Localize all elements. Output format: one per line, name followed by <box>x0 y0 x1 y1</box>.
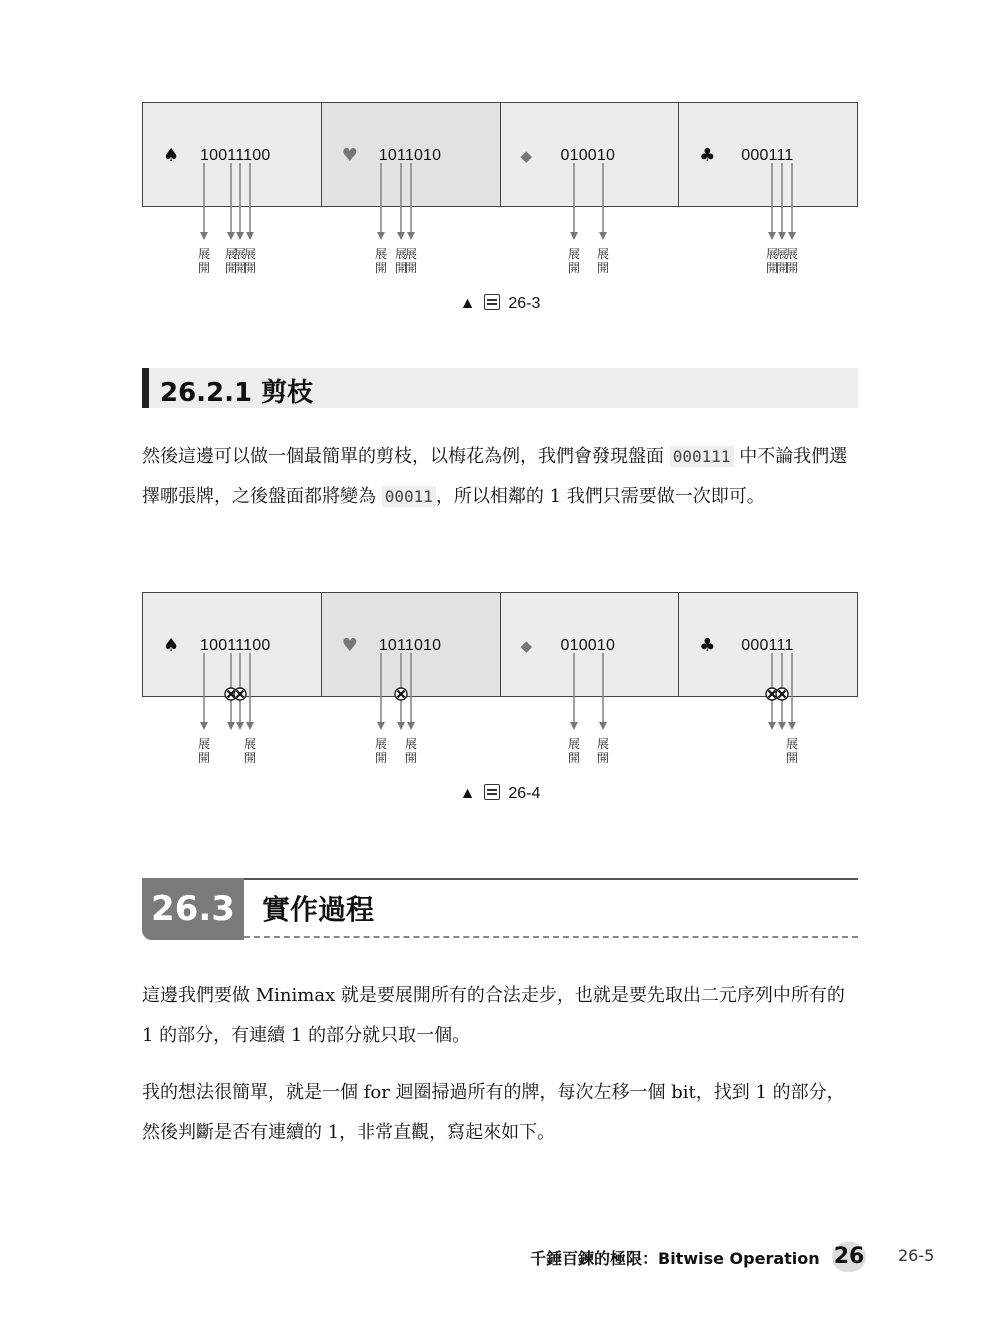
expand-label-top: 展 <box>198 737 211 751</box>
spade-cell <box>142 592 322 697</box>
expand-label-bottom: 開 <box>405 751 418 765</box>
expand-label-top: 展 <box>597 737 610 751</box>
heart-icon: ♥ <box>341 635 358 656</box>
inline-code: 00011 <box>382 486 436 507</box>
page-number: 26-5 <box>898 1246 935 1265</box>
expand-label <box>198 247 210 275</box>
arrow-head <box>570 722 578 730</box>
expand-label-bottom: 開 <box>597 261 610 275</box>
expand-label-bottom: 開 <box>776 261 789 275</box>
expand-label-top: 展 <box>198 247 211 261</box>
expand-label-top: 展 <box>568 247 581 261</box>
chapter-badge: 26 <box>832 1242 866 1272</box>
arrow-head <box>570 232 578 240</box>
spade-icon: ♠ <box>163 145 180 166</box>
expand-label-bottom: 開 <box>198 261 211 275</box>
arrow-head <box>227 722 235 730</box>
para-text: ，所以相鄰的 1 我們只需要做一次即可。 <box>435 486 765 507</box>
arrow-head <box>397 722 405 730</box>
club-cell <box>679 592 858 697</box>
expand-label <box>597 737 609 765</box>
spade-icon: ♠ <box>163 635 180 656</box>
figure-caption-26-3 <box>0 294 1000 313</box>
expand-label-bottom: 開 <box>786 261 799 275</box>
expand-label-top: 展 <box>375 737 388 751</box>
expand-label-bottom: 開 <box>597 751 610 765</box>
arrow-head <box>407 722 415 730</box>
inline-code: 000111 <box>670 446 734 467</box>
figure-icon <box>484 784 500 800</box>
expand-label-top: 展 <box>776 247 789 261</box>
expand-label <box>375 737 387 765</box>
expand-label-bottom: 開 <box>198 751 211 765</box>
spade-bits: 10011100 <box>200 637 271 654</box>
figure-26-3 <box>142 102 858 207</box>
expand-label <box>405 737 417 765</box>
club-cell <box>679 102 858 207</box>
paragraph-pruning <box>142 437 858 517</box>
expand-label <box>244 737 256 765</box>
diamond-bits: 010010 <box>560 637 616 654</box>
expand-label-top: 展 <box>568 737 581 751</box>
spade-cell <box>142 102 322 207</box>
expand-label-top: 展 <box>225 247 238 261</box>
expand-label-top: 展 <box>375 247 388 261</box>
section-heading <box>142 368 858 408</box>
dashed-divider <box>244 936 858 938</box>
expand-label <box>405 247 417 275</box>
heart-bits: 1011010 <box>378 637 442 654</box>
arrow-head <box>246 722 254 730</box>
arrow-head <box>778 232 786 240</box>
club-icon: ♣ <box>699 145 716 166</box>
section-title: 26.2.1 剪枝 <box>160 378 314 408</box>
chapter-number: 26.3 <box>142 878 244 940</box>
arrow-head <box>788 232 796 240</box>
figure-26-4 <box>142 592 858 697</box>
expand-label-top: 展 <box>395 247 408 261</box>
diamond-cell <box>501 592 680 697</box>
heading-bar <box>142 368 149 408</box>
arrow-head <box>227 232 235 240</box>
spade-bits: 10011100 <box>200 147 271 164</box>
expand-label-bottom: 開 <box>766 261 779 275</box>
expand-label-bottom: 開 <box>244 261 257 275</box>
divider <box>244 878 858 880</box>
expand-label-bottom: 開 <box>568 751 581 765</box>
expand-label-top: 展 <box>786 247 799 261</box>
expand-label-bottom: 開 <box>375 261 388 275</box>
caption-number: 26-3 <box>508 295 541 312</box>
arrow-head <box>768 722 776 730</box>
arrow-head <box>246 232 254 240</box>
arrow-head <box>377 722 385 730</box>
heart-cell <box>322 592 501 697</box>
club-bits: 000111 <box>741 637 794 654</box>
chapter-heading <box>142 870 858 942</box>
expand-label-bottom: 開 <box>225 261 238 275</box>
arrow-head <box>599 232 607 240</box>
triangle-icon: ▲ <box>459 295 476 312</box>
arrow-head <box>407 232 415 240</box>
arrow-head <box>778 722 786 730</box>
club-icon: ♣ <box>699 635 716 656</box>
expand-label <box>597 247 609 275</box>
heart-icon: ♥ <box>341 145 358 166</box>
expand-label-bottom: 開 <box>234 261 247 275</box>
arrow-head <box>200 722 208 730</box>
expand-label-top: 展 <box>766 247 779 261</box>
arrow-head <box>377 232 385 240</box>
arrow-head <box>599 722 607 730</box>
arrow-head <box>236 232 244 240</box>
para-text: 中不論我們選擇哪張牌，之後盤面都將變為 <box>142 446 848 507</box>
arrow-head <box>236 722 244 730</box>
figure-caption-26-4 <box>0 784 1000 803</box>
arrow-head <box>768 232 776 240</box>
expand-label-bottom: 開 <box>244 751 257 765</box>
expand-label-top: 展 <box>234 247 247 261</box>
heart-bits: 1011010 <box>378 147 442 164</box>
arrow-head <box>200 232 208 240</box>
paragraph-approach: 我的想法很簡單，就是一個 for 迴圈掃過所有的牌，每次左移一個 bit，找到 1 的部分，然後判斷是否有連續的 1，非常直觀，寫起來如下。 <box>142 1082 845 1143</box>
expand-label-top: 展 <box>405 737 418 751</box>
expand-label-top: 展 <box>244 247 257 261</box>
expand-label-top: 展 <box>597 247 610 261</box>
expand-label-top: 展 <box>405 247 418 261</box>
expand-label-bottom: 開 <box>568 261 581 275</box>
diamond-icon: ◆ <box>520 147 533 165</box>
expand-label-bottom: 開 <box>786 751 799 765</box>
expand-label-top: 展 <box>244 737 257 751</box>
expand-label-bottom: 開 <box>395 261 408 275</box>
club-bits: 000111 <box>741 147 794 164</box>
expand-label <box>786 247 798 275</box>
expand-label-bottom: 開 <box>375 751 388 765</box>
expand-label <box>198 737 210 765</box>
para-text: 然後這邊可以做一個最簡單的剪枝，以梅花為例，我們會發現盤面 <box>142 446 670 467</box>
book-title: 千錘百鍊的極限：Bitwise Operation <box>530 1249 820 1268</box>
expand-label <box>786 737 798 765</box>
diamond-icon: ◆ <box>520 637 533 655</box>
expand-label <box>375 247 387 275</box>
arrow-head <box>788 722 796 730</box>
diamond-cell <box>501 102 680 207</box>
figure-icon <box>484 294 500 310</box>
expand-label <box>244 247 256 275</box>
expand-label <box>568 247 580 275</box>
caption-number: 26-4 <box>508 785 541 802</box>
diamond-bits: 010010 <box>560 147 616 164</box>
expand-label-bottom: 開 <box>405 261 418 275</box>
chapter-title: 實作過程 <box>262 893 375 926</box>
arrow-head <box>397 232 405 240</box>
heart-cell <box>322 102 501 207</box>
triangle-icon: ▲ <box>459 785 476 802</box>
paragraph-minimax: 這邊我們要做 Minimax 就是要展開所有的合法走步，也就是要先取出二元序列中所有的 1 的部分，有連續 1 的部分就只取一個。 <box>142 985 845 1046</box>
expand-label <box>568 737 580 765</box>
expand-label-top: 展 <box>786 737 799 751</box>
